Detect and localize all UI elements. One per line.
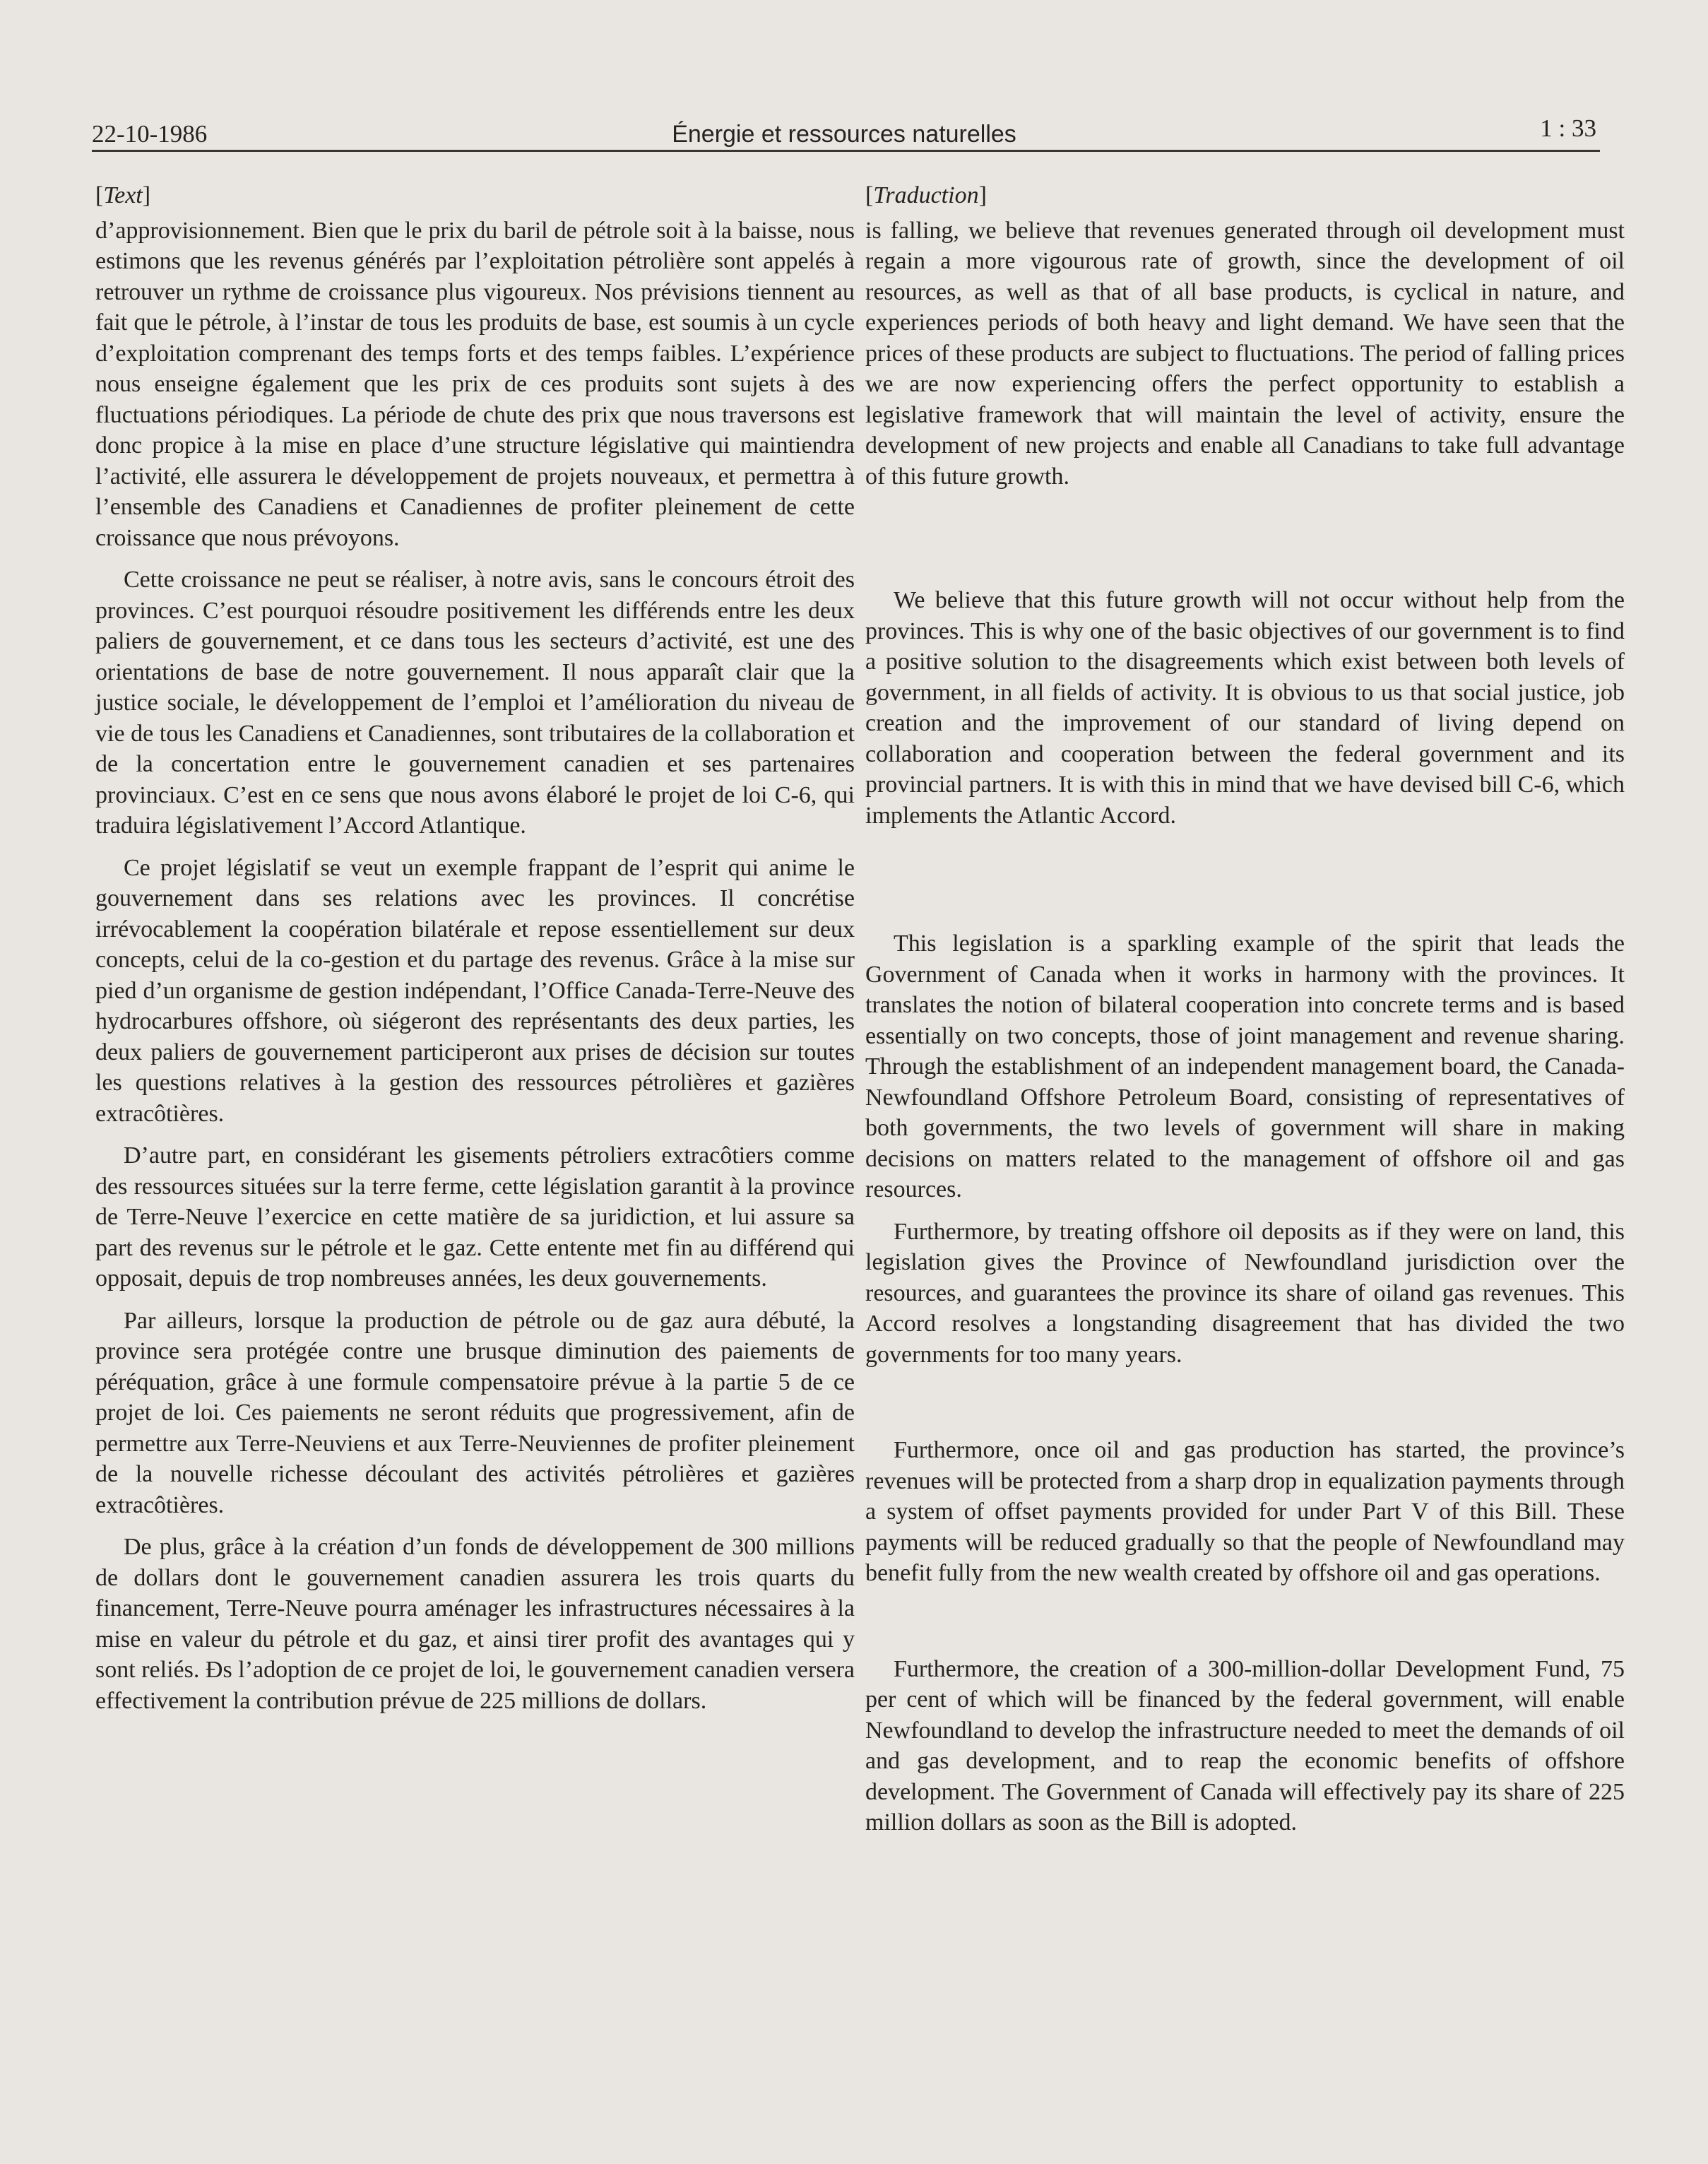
en-paragraph-5: Furthermore, once oil and gas production has started, the province’s revenues will be protected from a sharp drop in equalization payments through a system of offset payments provided for under Part V of this Bill. These payments will be reduced gradually so that the people of Newfoundland may benefit fully from the new wealth created by offshore oil and gas operations. [865, 1437, 1625, 1586]
fr-paragraph-3: Ce projet législatif se veut un exemple frappant de l’esprit qui anime le gouvernement dans ses relations avec les provinces. Il concrétise irrévocablement la coopération bilatérale et repose essentiellement sur deux concepts, celui de la co-gestion et du partage des revenus. Grâce à la mise sur pied d’un organisme de gestion indépendant, l’Office Canada-Terre-Neuve des hydrocarbures offshore, où siégeront des représentants des deux parties, les deux paliers de gouvernement participeront aux prises de décision sur toutes les questions relatives à la gestion des ressources pétrolières et gazières extracôtières. [95, 854, 855, 1127]
header-rule [92, 150, 1600, 152]
en-paragraph-6: Furthermore, the creation of a 300-million-dollar Development Fund, 75 per cent of which will be financed by the federal government, will enable Newfoundland to develop the infrastructure needed to meet the demands of oil and gas development, and to reap the economic benefits of offshore development. The Government of Canada will effectively pay its share of 225 million dollars as soon as the Bill is adopted. [865, 1655, 1625, 1835]
fr-paragraph-6: De plus, grâce à la création d’un fonds de développement de 300 millions de dollars dont le gouvernement canadien assurera les trois quarts du financement, Terre-Neuve pourra aménager les infrastructures nécessaires à la mise en valeur du pétrole et du gaz, et ainsi tirer profit des avantages qui y sont reliés. Ðs l’adoption de ce projet de loi, le gouvernement canadien versera effectivement la contribution prévue de 225 millions de dollars. [95, 1534, 855, 1714]
english-column [865, 180, 1625, 1838]
fr-paragraph-5: Par ailleurs, lorsque la production de pétrole ou de gaz aura débuté, la province sera protégée contre une brusque diminution des paiements de péréquation, grâce à une formule compensatoire prévue à la partie 5 de ce projet de loi. Ces paiements ne seront réduits que progressivement, afin de permettre aux Terre-Neuviens et aux Terre-Neuviennes de profiter pleinement de la nouvelle richesse découlant des activités pétrolières et gazières extracôtières. [95, 1307, 855, 1518]
en-paragraph-1: is falling, we believe that revenues generated through oil development must regain a more vigourous rate of growth, since the development of oil resources, as well as that of all base products, is cyclical in nature, and experiences periods of both heavy and light demand. We have seen that the prices of these products are subject to fluctuations. The period of falling prices we are now experiencing offers the perfect opportunity to establish a legislative framework that will maintain the level of activity, ensure the development of new projects and enable all Canadians to take full advantage of this future growth. [865, 217, 1625, 490]
fr-paragraph-1: d’approvisionnement. Bien que le prix du baril de pétrole soit à la baisse, nous estimons que les revenus générés par l’exploitation pétrolière sont appelés à retrouver un rythme de croissance plus vigoureux. Nos prévisions tiennent au fait que le pétrole, à l’instar de tous les produits de base, est soumis à un cycle d’exploitation comprenant des temps forts et des temps faibles. L’expérience nous enseigne également que les prix de ces produits sont sujets à des fluctuations périodiques. La période de chute des prix que nous traversons est donc propice à la mise en place d’une structure législative qui maintiendra l’activité, elle assurera le développement de projets nouveaux, et permettra à l’ensemble des Canadiens et Canadiennes de profiter pleinement de cette croissance que nous prévoyons. [95, 217, 855, 551]
traduction-label: [Traduction] [865, 182, 987, 208]
page-header [92, 106, 1596, 148]
page-number: 1 : 33 [1540, 114, 1596, 142]
text-label: [Text] [95, 182, 151, 208]
header-title: Énergie et ressources naturelles [672, 121, 1016, 148]
header-date: 22-10-1986 [92, 120, 208, 148]
fr-paragraph-4: D’autre part, en considérant les gisements pétroliers extracôtiers comme des ressources situées sur la terre ferme, cette législation garantit à la province de Terre-Neuve l’exercice en cette matière de sa juridiction, et lui assure sa part des revenus sur le pétrole et le gaz. Cette entente met fin au différend qui opposait, depuis de trop nombreuses années, les deux gouvernements. [95, 1142, 855, 1291]
french-column [95, 180, 855, 1716]
en-paragraph-4: Furthermore, by treating offshore oil deposits as if they were on land, this legislation gives the Province of Newfoundland jurisdiction over the resources, and guarantees the province its share of oiland gas revenues. This Accord resolves a longstanding disagreement that has divided the two governments for too many years. [865, 1218, 1625, 1368]
fr-paragraph-2: Cette croissance ne peut se réaliser, à notre avis, sans le concours étroit des provinces. C’est pourquoi résoudre positivement les différends entre les deux paliers de gouvernement, et ce dans tous les secteurs d’activité, est une des orientations de base de notre gouvernement. Il nous apparaît clair que la justice sociale, le développement de l’emploi et l’amélioration du niveau de vie de tous les Canadiens et Canadiennes, sont tributaires de la collaboration et de la concertation entre le gouvernement canadien et ses partenaires provinciaux. C’est en ce sens que nous avons élaboré le projet de loi C-6, qui traduira législativement l’Accord Atlantique. [95, 567, 855, 839]
en-paragraph-3: This legislation is a sparkling example of the spirit that leads the Government of Canada when it works in harmony with the provinces. It translates the notion of bilateral cooperation into concrete terms and is based essentially on two concepts, those of joint management and revenue sharing. Through the establishment of an independent management board, the Canada-Newfoundland Offshore Petroleum Board, consisting of representatives of both governments, the two levels of government will share in making decisions on matters related to the management of offshore oil and gas resources. [865, 930, 1625, 1202]
en-paragraph-2: We believe that this future growth will not occur without help from the provinces. This is why one of the basic objectives of our government is to find a positive solution to the disagreements which exist between both levels of government, in all fields of activity. It is obvious to us that social justice, job creation and the improvement of our standard of living depend on collaboration and cooperation between the federal government and its provincial partners. It is with this in mind that we have devised bill C-6, which implements the Atlantic Accord. [865, 587, 1625, 829]
